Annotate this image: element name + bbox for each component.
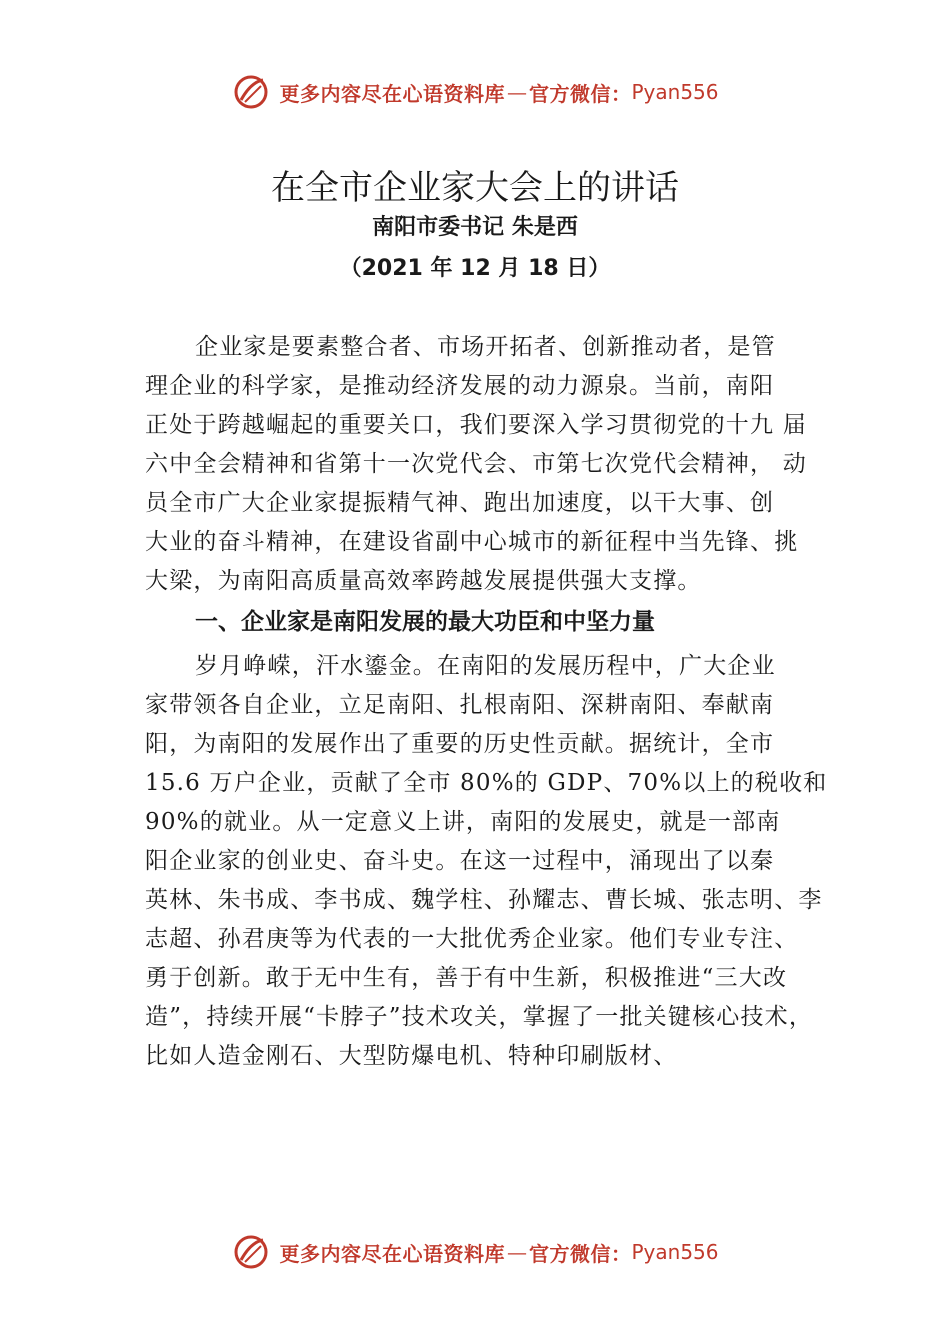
- body-line: 15.6 万户企业，贡献了全市 80%的 GDP、70%以上的税收和: [145, 770, 828, 796]
- section-heading: 一、企业家是南阳发展的最大功臣和中坚力量: [195, 609, 655, 635]
- logo-icon: [231, 1232, 271, 1272]
- document-title: 在全市企业家大会上的讲话: [271, 168, 679, 208]
- body-line: 岁月峥嵘，汗水鎏金。在南阳的发展历程中，广大企业: [195, 653, 776, 679]
- banner-id: Pyan556: [631, 1240, 719, 1264]
- body-line: 阳企业家的创业史、奋斗史。在这一过程中，涌现出了以秦: [145, 848, 775, 874]
- footer-banner: [0, 1230, 950, 1274]
- banner-dash: —: [506, 1240, 527, 1264]
- body-line: 大业的奋斗精神，在建设省副中心城市的新征程中当先锋、挑: [145, 529, 799, 555]
- body-line: 企业家是要素整合者、市场开拓者、创新推动者，是管: [195, 334, 776, 360]
- body-line: 家带领各自企业，立足南阳、扎根南阳、深耕南阳、奉献南: [145, 692, 775, 718]
- body-line: 比如人造金刚石、大型防爆电机、特种印刷版材、: [145, 1043, 678, 1069]
- body-line: 阳，为南阳的发展作出了重要的历史性贡献。据统计，全市: [145, 731, 775, 757]
- banner-id: Pyan556: [631, 80, 719, 104]
- body-line: 正处于跨越崛起的重要关口，我们要深入学习贯彻党的十九 届: [145, 412, 807, 438]
- document-author: 南阳市委书记 朱是西: [372, 214, 578, 240]
- body-line: 志超、孙君庚等为代表的一大批优秀企业家。他们专业专注、: [145, 926, 799, 952]
- banner-label: 官方微信：: [528, 1241, 632, 1266]
- banner-label: 官方微信：: [528, 81, 632, 106]
- body-line: 员全市广大企业家提振精气神、跑出加速度，以干大事、创: [145, 490, 775, 516]
- banner-text: 更多内容尽在心语资料库: [279, 81, 505, 106]
- body-line: 六中全会精神和省第十一次党代会、市第七次党代会精神， 动: [145, 451, 807, 477]
- body-line: 90%的就业。从一定意义上讲，南阳的发展史，就是一部南: [145, 809, 781, 835]
- banner-dash: —: [506, 80, 527, 104]
- body-line: 勇于创新。敢于无中生有，善于有中生新，积极推进“三大改: [145, 965, 788, 991]
- logo-icon: [231, 72, 271, 112]
- header-banner: [0, 70, 950, 114]
- body-line: 英林、朱书成、李书成、魏学柱、孙耀志、曹长城、张志明、李: [145, 887, 823, 913]
- banner-text: 更多内容尽在心语资料库: [279, 1241, 505, 1266]
- body-line: 造”，持续开展“卡脖子”技术攻关，掌握了一批关键核心技术，: [145, 1004, 814, 1030]
- body-line: 理企业的科学家，是推动经济发展的动力源泉。当前，南阳: [145, 373, 775, 399]
- document-date: （2021 年 12 月 18 日）: [339, 256, 611, 281]
- body-line: 大梁，为南阳高质量高效率跨越发展提供强大支撑。: [145, 568, 702, 594]
